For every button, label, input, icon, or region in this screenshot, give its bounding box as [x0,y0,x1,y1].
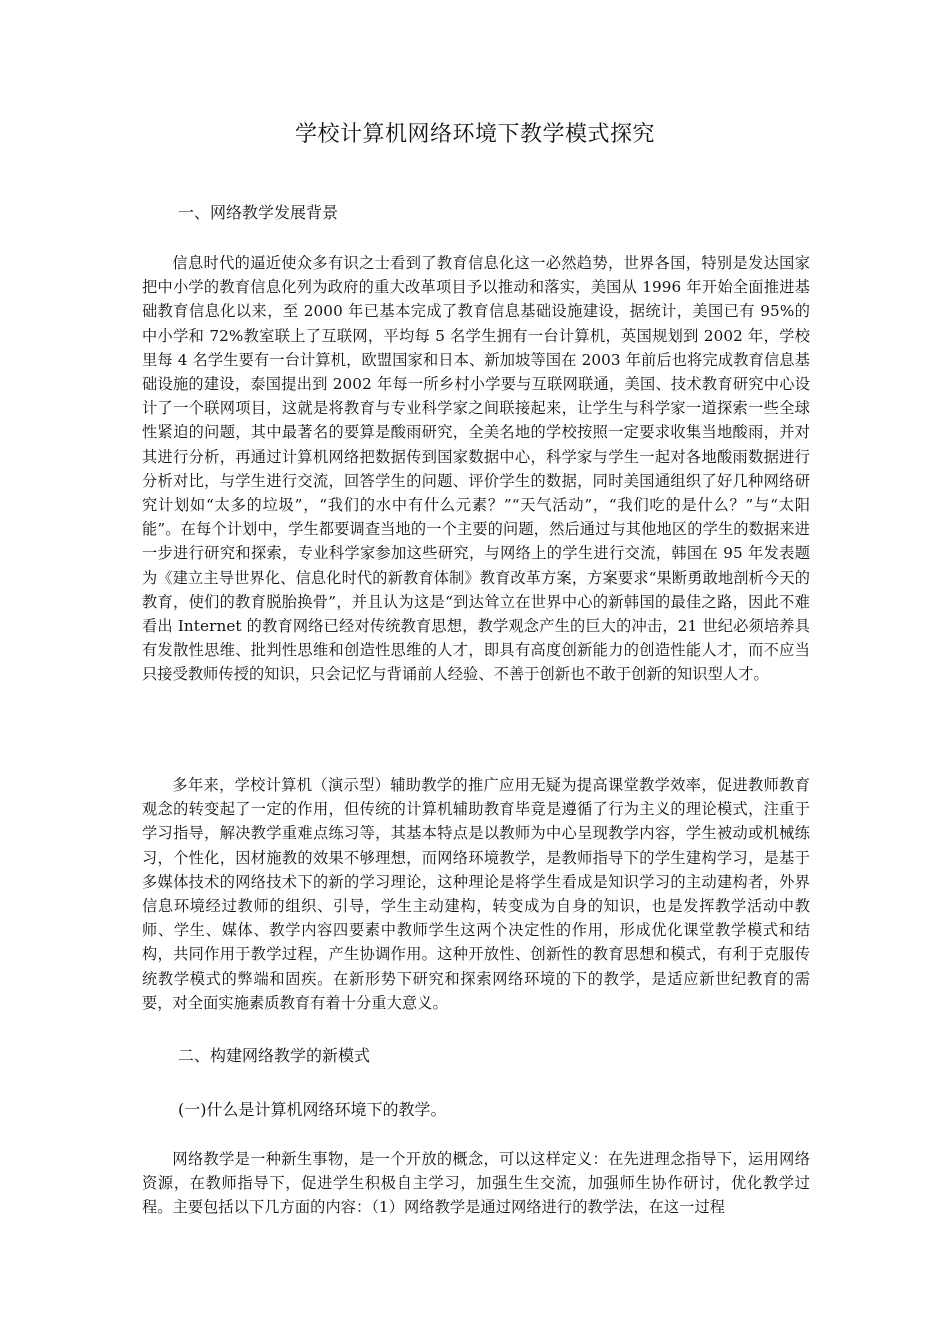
document-title: 学校计算机网络环境下教学模式探究 [294,122,655,147]
section-heading-2: 二、构建网络教学的新模式 [178,1046,371,1065]
paragraph-background: 信息时代的逼近使众多有识之士看到了教育信息化这一必然趋势，世界各国，特别是发达国家把中小学的教育信息化列为政府的重大改革项目予以推动和落实，美国从 1996 年开始全面推进基础教育信息化以来，至 2000 年已基本完成了教育信息基础设施建设，据统计，美国已有 95%的中小学和 72%教室联上了互联网，平均每 5 名学生拥有一台计算机，英国规划到 2002 年，学校里每 4 名学生要有一台计算机，欧盟国家和日本、新加坡等国在 2003 年前后也将完成教育信息基础设施的建设，泰国提出到 2002 年每一所乡村小学要与互联网联通，美国、技术教育研究中心设计了一个联网项目，这就是将教育与专业科学家之间联接起来，让学生与科学家一道探索一些全球性紧迫的问题，其中最著名的要算是酸雨研究，全美名地的学校按照一定要求收集当地酸雨，并对其进行分析，再通过计算机网络把数据传到国家数据中心，科学家与学生一起对各地酸雨数据进行分析对比，与学生进行交流，回答学生的问题、评价学生的数据，同时美国通组织了好几种网络研究计划如“太多的垃圾”，“我们的水中有什么元素？”“天气活动”，“我们吃的是什么？”与“太阳能”。在每个计划中，学生都要调查当地的一个主要的问题，然后通过与其他地区的学生的数据来进一步进行研究和探索，专业科学家参加这些研究，与网络上的学生进行交流，韩国在 95 年发表题为《建立主导世界化、信息化时代的新教育体制》教育改革方案，方案要求“果断勇敢地剖析今天的教育，使们的教育脱胎换骨”，并且认为这是“到达耸立在世界中心的新韩国的最佳之路，因此不难看出 Internet 的教育网络已经对传统教育思想，教学观念产生的巨大的冲击，21 世纪必须培养具有发散性思维、批判性思维和创造性思维的人才，即具有高度创新能力的创造性能人才，而不应当只接受教师传授的知识，只会记忆与背诵前人经验、不善于创新也不敢于创新的知识型人才。 [142,254,810,684]
paragraph-definition: 网络教学是一种新生事物，是一个开放的概念，可以这样定义：在先进理念指导下，运用网络资源，在教师指导下，促进学生积极自主学习，加强生生交流，加强师生协作研讨，优化教学过程。主要包括以下几方面的内容：（1）网络教学是通过网络进行的教学法，在这一过程 [142,1150,810,1217]
subsection-heading-1: (一)什么是计算机网络环境下的教学。 [178,1100,447,1119]
paragraph-cai-comparison: 多年来，学校计算机（演示型）辅助教学的推广应用无疑为提高课堂教学效率，促进教师教育观念的转变起了一定的作用，但传统的计算机辅助教育毕竟是遵循了行为主义的理论模式，注重于学习指导，解决教学重难点练习等，其基本特点是以教师为中心呈现教学内容，学生被动或机械练习，个性化，因材施教的效果不够理想，而网络环境教学，是教师指导下的学生建构学习，是基于多媒体技术的网络技术下的新的学习理论，这种理论是将学生看成是知识学习的主动建构者，外界信息环境经过教师的组织、引导，学生主动建构，转变成为自身的知识，也是发挥教学活动中教师、学生、媒体、教学内容四要素中教师学生这两个决定性的作用，形成优化课堂教学模式和结构，共同作用于教学过程，产生协调作用。这种开放性、创新性的教育思想和模式，有利于克服传统教学模式的弊端和固疾。在新形势下研究和探索网络环境的下的教学，是适应新世纪教育的需要，对全面实施素质教育有着十分重大意义。 [142,776,810,1012]
section-heading-1: 一、网络教学发展背景 [178,203,339,222]
